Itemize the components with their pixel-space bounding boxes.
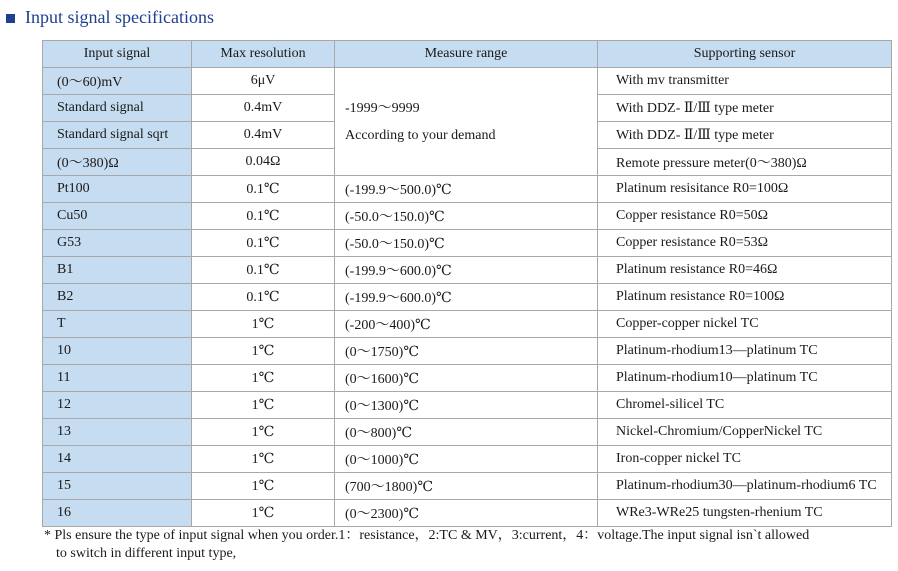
cell-supporting-sensor: Platinum-rhodium30—platinum-rhodium6 TC: [598, 473, 892, 500]
cell-input-signal: G53: [43, 230, 192, 257]
table-row: [43, 230, 892, 257]
cell-supporting-sensor: Copper resistance R0=53Ω: [598, 230, 892, 257]
table-row: [43, 392, 892, 419]
header-measure-range: Measure range: [335, 41, 598, 68]
table-row: [43, 338, 892, 365]
header-max-resolution: Max resolution: [192, 41, 335, 68]
cell-input-signal: 14: [43, 446, 192, 473]
cell-supporting-sensor: WRe3-WRe25 tungsten-rhenium TC: [598, 500, 892, 527]
table-row: [43, 446, 892, 473]
cell-measure-range: (0～800)℃: [335, 419, 598, 446]
cell-measure-range-merged: [335, 68, 598, 176]
cell-input-signal: (0～60)mV: [43, 68, 192, 95]
cell-input-signal: (0～380)Ω: [43, 149, 192, 176]
cell-supporting-sensor: With DDZ- Ⅱ/Ⅲ type meter: [598, 122, 892, 149]
table-header-row: [43, 41, 892, 68]
cell-supporting-sensor: Platinum resistance R0=100Ω: [598, 284, 892, 311]
cell-max-resolution: 0.04Ω: [192, 149, 335, 176]
cell-max-resolution: 1℃: [192, 365, 335, 392]
cell-input-signal: 11: [43, 365, 192, 392]
cell-input-signal: Cu50: [43, 203, 192, 230]
cell-measure-range: (0～1000)℃: [335, 446, 598, 473]
section-title: Input signal specifications: [25, 6, 214, 27]
cell-input-signal: 15: [43, 473, 192, 500]
cell-max-resolution: 1℃: [192, 500, 335, 527]
cell-supporting-sensor: Chromel-silicel TC: [598, 392, 892, 419]
footnote: [44, 527, 809, 563]
cell-input-signal: Standard signal: [43, 95, 192, 122]
cell-supporting-sensor: Platinum-rhodium10—platinum TC: [598, 365, 892, 392]
cell-measure-range: (0～2300)℃: [335, 500, 598, 527]
table-row: [43, 365, 892, 392]
cell-max-resolution: 6μV: [192, 68, 335, 95]
cell-measure-range: (0～1300)℃: [335, 392, 598, 419]
footnote-line-1: * Pls ensure the type of input signal when you order.1：resistance，2:TC & MV，3:current，4：voltage.The input signal isn`t allowed: [44, 528, 810, 543]
table-row: [43, 68, 892, 95]
cell-measure-range: (700～1800)℃: [335, 473, 598, 500]
cell-max-resolution: 1℃: [192, 311, 335, 338]
input-signal-spec-table: [42, 40, 892, 527]
cell-max-resolution: 1℃: [192, 446, 335, 473]
cell-supporting-sensor: Nickel-Chromium/CopperNickel TC: [598, 419, 892, 446]
cell-input-signal: 16: [43, 500, 192, 527]
cell-supporting-sensor: Remote pressure meter(0～380)Ω: [598, 149, 892, 176]
table-row: [43, 257, 892, 284]
cell-supporting-sensor: Iron-copper nickel TC: [598, 446, 892, 473]
table-row: [43, 500, 892, 527]
cell-measure-range: (-50.0～150.0)℃: [335, 203, 598, 230]
header-input-signal: Input signal: [43, 41, 192, 68]
measure-range-line: -1999～9999: [345, 100, 420, 116]
cell-measure-range: (-50.0～150.0)℃: [335, 230, 598, 257]
bullet-square-icon: [6, 14, 15, 23]
cell-supporting-sensor: Platinum resistance R0=46Ω: [598, 257, 892, 284]
cell-input-signal: B2: [43, 284, 192, 311]
cell-max-resolution: 0.1℃: [192, 284, 335, 311]
measure-range-line: According to your demand: [345, 127, 496, 143]
cell-measure-range: (-199.9～600.0)℃: [335, 284, 598, 311]
table-row: [43, 419, 892, 446]
cell-max-resolution: 1℃: [192, 473, 335, 500]
cell-max-resolution: 0.1℃: [192, 176, 335, 203]
cell-supporting-sensor: Platinum-rhodium13—platinum TC: [598, 338, 892, 365]
cell-input-signal: 12: [43, 392, 192, 419]
cell-supporting-sensor: Platinum resisitance R0=100Ω: [598, 176, 892, 203]
cell-measure-range: (-200～400)℃: [335, 311, 598, 338]
table-row: [43, 473, 892, 500]
cell-max-resolution: 0.4mV: [192, 122, 335, 149]
cell-max-resolution: 1℃: [192, 392, 335, 419]
cell-measure-range: (0～1600)℃: [335, 365, 598, 392]
cell-measure-range: (-199.9～500.0)℃: [335, 176, 598, 203]
cell-input-signal: Pt100: [43, 176, 192, 203]
cell-input-signal: Standard signal sqrt: [43, 122, 192, 149]
cell-max-resolution: 0.1℃: [192, 230, 335, 257]
table-row: [43, 311, 892, 338]
section-heading: [6, 4, 214, 30]
cell-max-resolution: 0.4mV: [192, 95, 335, 122]
cell-max-resolution: 1℃: [192, 338, 335, 365]
table-row: [43, 203, 892, 230]
cell-max-resolution: 0.1℃: [192, 203, 335, 230]
header-supporting-sensor: Supporting sensor: [598, 41, 892, 68]
footnote-line-2: to switch in different input type,: [56, 546, 237, 561]
cell-input-signal: T: [43, 311, 192, 338]
cell-supporting-sensor: Copper-copper nickel TC: [598, 311, 892, 338]
cell-supporting-sensor: With mv transmitter: [598, 68, 892, 95]
cell-max-resolution: 0.1℃: [192, 257, 335, 284]
cell-measure-range: (0～1750)℃: [335, 338, 598, 365]
cell-measure-range: (-199.9～600.0)℃: [335, 257, 598, 284]
cell-input-signal: B1: [43, 257, 192, 284]
table-row: [43, 284, 892, 311]
cell-input-signal: 13: [43, 419, 192, 446]
cell-max-resolution: 1℃: [192, 419, 335, 446]
cell-supporting-sensor: With DDZ- Ⅱ/Ⅲ type meter: [598, 95, 892, 122]
cell-input-signal: 10: [43, 338, 192, 365]
table-row: [43, 176, 892, 203]
cell-supporting-sensor: Copper resistance R0=50Ω: [598, 203, 892, 230]
